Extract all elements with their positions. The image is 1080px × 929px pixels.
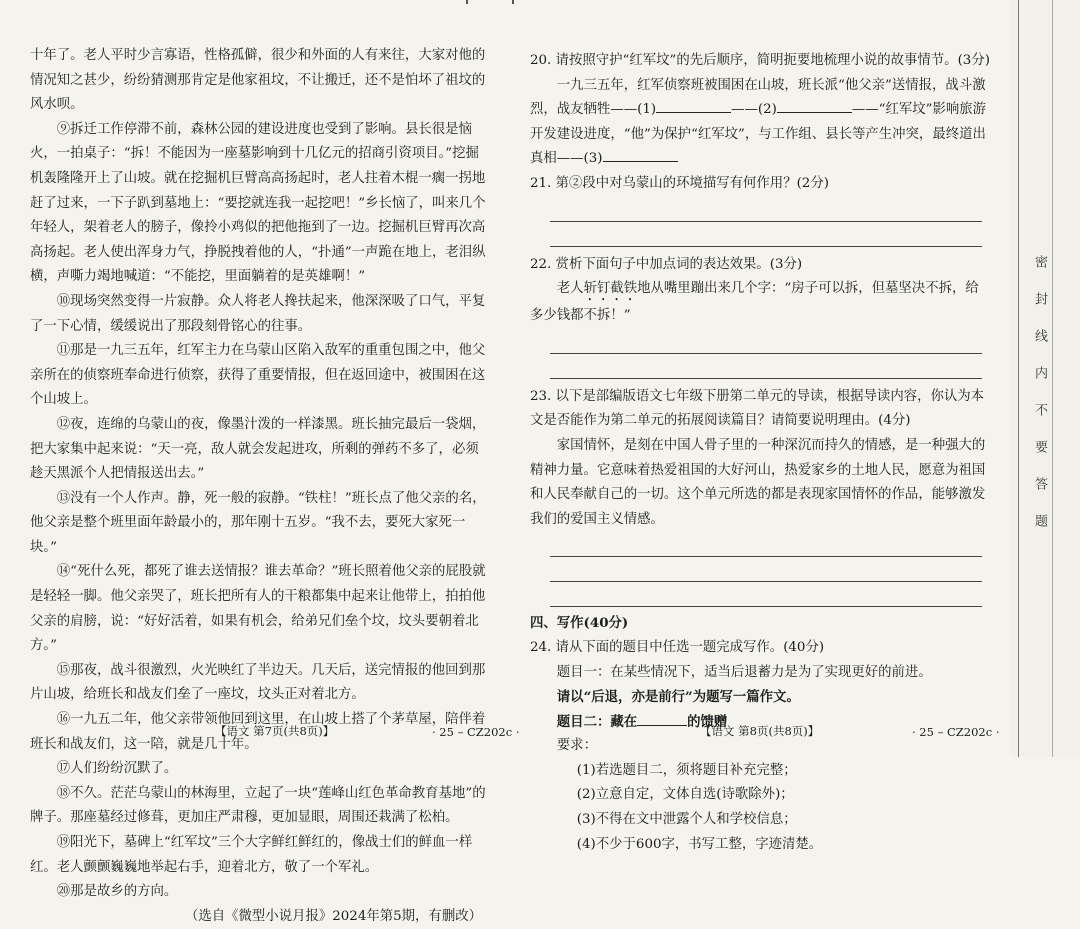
answer-blank-3[interactable]: [603, 149, 678, 162]
story-paragraph: ⑨拆迁工作停滞不前，森林公园的建设进度也受到了影响。县长很是恼火，一拍桌子：“拆！不能因为一座墓影响到十几亿元的招商引资项目。”挖掘机轰隆隆开上了山坡。就在挖掘机巨臂高高扬起时，老人拄着木棍一瘸一拐地赶了过来，一下子趴到墓地上：“要挖就连我一起挖吧！”乡长恼了，叫来几个年轻人，架着老人的膀子，像拎小鸡似的把他拖到了一边。挖掘机巨臂再次高高扬起。老人使出浑身力气，挣脱拽着他的人，“扑通”一声跪在地上，老泪纵横，声嘶力竭地喊道：“不能挖，里面躺着的是英雄啊！”: [30, 121, 486, 285]
answer-line[interactable]: [550, 582, 982, 607]
answer-line[interactable]: [550, 197, 982, 222]
page-code: · 25 – CZ202c ·: [912, 725, 1000, 739]
page-footer: 【语文 第8页(共8页)】: [700, 724, 820, 738]
story-paragraph: ⑳那是故乡的方向。: [56, 884, 178, 900]
story-paragraph: 十年了。老人平时少言寡语，性格孤僻，很少和外面的人有来往，大家对他的情况知之甚少，纷纷猜测那肯定是他家祖坟，不让搬迁，还不是怕坏了祖坟的风水呗。: [30, 48, 486, 113]
question-23: 23. 以下是部编版语文七年级下册第二单元的导读，根据导读内容，你认为本文是否能作为第二单元的拓展阅读篇目？请简要说明理由。(4分): [530, 388, 985, 429]
q20-part-c: ——“红军坟”影响旅游开发建设进度，“他”为保护“红军坟”，与工作组、县长等产生冲突，最终道出真相——(3): [530, 102, 987, 167]
answer-blank-1[interactable]: [656, 100, 731, 113]
seal-line: [1018, 0, 1019, 757]
page-footer: 【语文 第7页(共8页)】: [215, 724, 335, 738]
question-21: 21. 第②段中对乌蒙山的环境描写有何作用？(2分): [530, 175, 829, 191]
story-paragraph: ⑱不久。茫茫乌蒙山的林海里，立起了一块“莲峰山红色革命教育基地”的牌子。那座墓经过修葺，更加庄严肃穆，更加显眼，周围还栽满了松柏。: [30, 785, 486, 826]
question-22-sentence: [530, 277, 990, 329]
requirement-item: (3)不得在文中泄露个人和学校信息；: [576, 812, 797, 828]
answer-blank-2[interactable]: [777, 100, 852, 113]
question-24: 24. 请从下面的题目中任选一题完成写作。(40分): [530, 639, 825, 655]
topic-1: 题目一：在某些情况下，适当后退蓄力是为了实现更好的前进。: [556, 664, 932, 680]
answer-line[interactable]: [550, 329, 982, 354]
story-paragraph: ⑲阳光下，墓碑上“红军坟”三个大字鲜红鲜红的，像战士们的鲜血一样红。老人颤颤巍巍地举起右手，迎着北方，敬了一个军礼。: [30, 835, 473, 875]
q20-part-a: 一九三五年，红军侦察班被围困在山坡，班长派“他父亲”送情报，战斗激烈，战友牺牲——(1): [530, 77, 986, 118]
requirement-item: (2)立意自定，文体自选(诗歌除外)；: [576, 787, 794, 803]
topic-1-title: 请以“后退，亦是前行”为题写一篇作文。: [556, 689, 800, 706]
question-23-quote: 家国情怀，是刻在中国人骨子里的一种深沉而持久的情感，是一种强大的精神力量。它意味着热爱祖国的大好河山，热爱家乡的土地人民，愿意为祖国和人民奉献自己的一切。这个单元所选的都是表现家国情怀的作品，能够激发我们的爱国主义情感。: [530, 437, 986, 527]
story-paragraph: ⑰人们纷纷沉默了。: [56, 761, 178, 777]
requirements-title: 要求：: [556, 738, 597, 754]
question-20: 20. 请按照守护“红军坟”的先后顺序，简明扼要地梳理小说的故事情节。(3分): [530, 53, 990, 68]
answer-line[interactable]: [550, 354, 982, 379]
story-text: [30, 44, 490, 929]
topic-2-post: 的馈赠: [687, 713, 728, 730]
section-heading: 四、写作(40分): [530, 615, 629, 632]
story-paragraph: ⑫夜，连绵的乌蒙山的夜，像墨汁泼的一样漆黑。班长抽完最后一袋烟，把大家集中起来说：“天一亮，敌人就会发起进攻，所剩的弹药不多了，必须趁天黑派个人把情报送出去。”: [30, 416, 486, 482]
seal-notice: 密封线内不要答题: [1032, 255, 1047, 551]
left-page: [0, 0, 522, 924]
question-20-outline: [530, 74, 990, 172]
q22-post: 地从嘴里蹦出来几个字：“房子可以拆，但墓坚决不拆，给多少钱都不拆！”: [530, 281, 979, 324]
right-page: [522, 0, 1010, 852]
margin-line: [1052, 0, 1053, 757]
page-code: · 25 – CZ202c ·: [432, 725, 520, 739]
story-paragraph: ⑯一九五二年，他父亲带领他回到这里，在山坡上搭了个茅草屋，陪伴着班长和战友们，这一陪，就是几十年。: [30, 712, 486, 752]
story-paragraph: ⑬没有一个人作声。静，死一般的寂静。“铁柱！”班长点了他父亲的名，他父亲是整个班里面年龄最小的，那年刚十五岁。“我不去，要死大家死一块。”: [30, 490, 486, 555]
answer-line[interactable]: [550, 532, 982, 557]
topic-2-pre: 题目二：藏在: [556, 713, 638, 730]
requirement-item: (4)不少于600字，书写工整，字迹清楚。: [576, 836, 823, 852]
question-22: 22. 赏析下面句子中加点词的表达效果。(3分): [530, 256, 803, 272]
q20-part-b: ——(2): [731, 102, 777, 118]
topic-blank[interactable]: [637, 713, 687, 726]
requirement-item: (1)若选题目二，须将题目补充完整；: [576, 762, 797, 778]
story-paragraph: ⑭“死什么死，都死了谁去送情报？谁去革命？”班长照着他父亲的屁股就是轻轻一脚。他父亲哭了，班长把所有人的干粮都集中起来让他带上，拍拍他父亲的肩膀，说：“好好活着，如果有机会，给弟兄们垒个坟，坟头要朝着北方。”: [30, 564, 486, 654]
q22-dotted-words: 斩钉截铁: [583, 281, 638, 297]
source-citation: （选自《微型小说月报》2024年第5期，有删改）: [184, 908, 482, 924]
answer-line[interactable]: [550, 222, 982, 247]
story-paragraph: ⑮那夜，战斗很激烈，火光映红了半边天。几天后，送完情报的他回到那片山坡，给班长和战友们垒了一座坟，坟头正对着北方。: [30, 662, 486, 703]
story-paragraph: ⑪那是一九三五年，红军主力在乌蒙山区陷入敌军的重重包围之中，他父亲所在的侦察班奉命进行侦察，获得了重要情报，但在返回途中，被围困在这个山坡上。: [30, 343, 486, 408]
q22-pre: 老人: [556, 281, 584, 297]
fold-mark: [466, 0, 468, 4]
story-paragraph: ⑩现场突然变得一片寂静。众人将老人搀扶起来，他深深吸了口气，平复了一下心情，缓缓说出了那段刻骨铭心的往事。: [30, 293, 486, 334]
answer-line[interactable]: [550, 557, 982, 582]
fold-mark: [512, 0, 514, 4]
